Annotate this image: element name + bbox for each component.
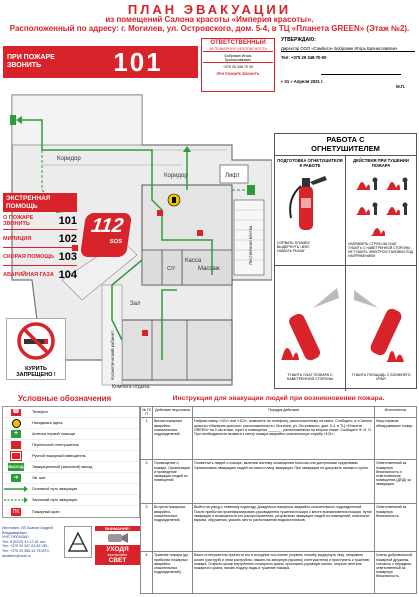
emergency-number-ambulance: 103: [58, 250, 77, 263]
map-stairs: Лестничная клетка: [248, 225, 253, 265]
emergency-row-2: [3, 248, 77, 266]
author-line-5: akdiseen@mail.ru: [2, 553, 31, 558]
emergency-label-police: МИЛИЦИЯ: [3, 235, 32, 242]
legend-item-main-route: Основной путь эвакуации: [3, 484, 139, 495]
map-kassa: Касса: [185, 258, 202, 264]
warning-card-label: ВНИМАНИЕ!: [95, 526, 140, 531]
person-here-icon: [12, 419, 21, 428]
header-order: Порядок действия: [193, 407, 375, 418]
instructions-title: Инструкция для эвакуации людей при возникновении пожара.: [172, 395, 385, 402]
table-row: 4 Тушение пожара (до прибытия пожарных аварийно-спасательных подразделений). Взять огнетушитель принести его в исходное состояние (сорвать пломбу, выдернуть чеку, направить шланг (раструб) и этим раструбом, нажать на запорную рукоятку огнетушителя) и приступить к тушению пожара. Открыть шкаф внутреннего пожарного крана, проложить рукавную линию, открыть вентиль пожарного крана, начать подачу воды и тушение пожара. Члены добровольной пожарной дружины, согласно с порядком, ответственный за пожарную безопасность.: [141, 552, 417, 594]
exit-sign-icon: ➜: [11, 474, 21, 482]
map-lift: Лифт: [225, 173, 240, 179]
leave-label-1: УХОДЯ: [106, 546, 129, 553]
author-line-4: Тел: +375 33 365-19-78 МТС.: [2, 548, 51, 553]
author-line-2: Тел: 8 (0222) 41-47-61 тел.: [2, 539, 47, 544]
prep-step-2: НАЖАТЬ РЫЧАГ: [277, 249, 306, 253]
emergency-row-0: [3, 212, 77, 230]
emergency-label-fire: О ПОЖАРЕ ЗВОНИТЬ: [3, 214, 34, 227]
responsible-name: Бобровин Игорь: [224, 53, 252, 58]
fire-call-label: ПРИ ПОЖАРЕ ЗВОНИТЬ: [7, 54, 55, 69]
legend-item-alarm: Ручной пожарный извещатель: [3, 451, 139, 462]
map-reception: Комната отдыха: [112, 384, 150, 390]
sos-text: SOS: [108, 239, 123, 245]
emergency-row-1: [3, 230, 77, 248]
author-line-0: Изготовил: ИП Асанин Андрей Владимирович: [2, 526, 53, 535]
legend-item-phone: ☎ Телефон: [3, 407, 139, 418]
emergency-label-gas: АВАРИЙНАЯ ГАЗА: [3, 272, 54, 278]
prep-step-0: СОРВАТЬ ПЛОМБУ: [277, 241, 310, 245]
action-step-2: НЕ ТУШИТЬ ЭЛЕКТРОУСТАНОВКИ ПОД НАПРЯЖЕНИЕМ: [348, 249, 413, 258]
plan-title: ПЛАН ЭВАКУАЦИИ: [127, 2, 292, 17]
phone-icon: ☎: [12, 408, 20, 415]
author-block: [2, 526, 140, 565]
emergency-panel: [3, 193, 77, 293]
map-hall: Зал: [130, 301, 141, 307]
instructions-panel: [140, 394, 417, 594]
emergency-number-fire: 101: [58, 214, 77, 227]
instructions-header-row: [141, 407, 417, 418]
bottom-right-caption: ТУШИТЬ ПЛОЩАДЬ С БЛИЖНЕГО КРАЯ: [351, 373, 411, 381]
table-row: 2 Оповещение о пожаре. Организация и проведение эвакуации людей из помещений. Оповестить людей о пожаре, включив систему оповещения голосом или доступными средствами. Организовать эвакуацию людей согласно плану эвакуации. При эвакуации не допускать паники и суеты. Ответственный за пожарную безопасность и ответственные помещения (ДПД) за эвакуацию.: [141, 460, 417, 504]
action-step-0: НАПРАВИТЬ СТРУЮ НА ОЧАГ: [348, 242, 398, 246]
header-executor: Исполнитель: [375, 407, 417, 418]
legend-panel: [2, 394, 140, 594]
map-corridor-1: Коридор: [57, 156, 81, 162]
approve-label: УТВЕРЖДАЮ:: [281, 37, 316, 43]
camera-icon: [95, 531, 140, 545]
signature-line: [321, 74, 401, 75]
author-logo: [64, 526, 92, 558]
extinguisher-panel-title: РАБОТА С ОГНЕТУШИТЕЛЕМ: [275, 134, 416, 156]
table-row: 3 Встреча пожарных аварийно-спасательных подразделений. Выйти на улицу к главному подъезду. Дождаться пожарных аварийно-спасательных подразделений. После прибытия проинформировать руководителя тушения пожара о месте возникновения пожара, путях эвакуации и возможности его распространения, результатах эвакуации людей из помещений, опасности взрыва, обрушения, указать место расположения водоисточников. Ответственный за пожарную безопасность.: [141, 504, 417, 552]
legend-title: Условные обозначения: [18, 394, 112, 403]
map-corridor-2: Коридор: [164, 173, 188, 179]
emergency-label-ambulance: СКОРАЯ ПОМОЩЬ: [3, 253, 54, 260]
emergency-number-gas: 104: [58, 269, 77, 281]
approval-block: [281, 38, 415, 108]
legend-item-exit-sign: ➜ Эв. шит: [3, 473, 139, 484]
legend-item-first-aid: + Аптечка первой помощи: [3, 429, 139, 440]
legend-item-extinguisher: Переносной огнетушитель: [3, 440, 139, 451]
sos-112-badge: [80, 213, 132, 257]
extinguisher-spray-icon: [277, 268, 343, 368]
sos-number: 112: [89, 215, 125, 237]
extinguisher-icon: [277, 168, 343, 236]
map-massage: Массаж: [198, 266, 220, 272]
author-line-3: Тел: +375 29 347-03-83 VEL.: [2, 544, 50, 549]
fire-call-banner: [3, 46, 198, 78]
action-title: ДЕЙСТВИЯ ПРИ ТУШЕНИИ ПОЖАРА: [353, 158, 409, 168]
approve-tel: Тел: +375 29 348-70-00: [281, 55, 327, 60]
leave-label-2: выключайте: [107, 553, 128, 557]
reserve-route-icon: [4, 497, 28, 503]
prep-title: ПОДГОТОВКА ОГНЕТУШИТЕЛЯ К РАБОТЕ: [277, 158, 343, 168]
company-logo-icon: [67, 531, 89, 553]
legend-item-reserve-route: Запасный путь эвакуации: [3, 495, 139, 506]
bottom-left-caption: ТУШИТЬ ОЧАГ ПОЖАРА С НАВЕТРЕННОЙ СТОРОНЫ: [286, 373, 334, 381]
map-su: С/У: [167, 266, 176, 272]
exit-icon: ВЫХОД: [8, 464, 24, 469]
author-line-1: УНП 790015360: [2, 535, 29, 540]
plan-subtitle: [0, 15, 419, 33]
legend-item-hydrant: ПК Пожарный кран: [12, 508, 60, 515]
legend-item-here: Находимся здесь: [3, 418, 139, 429]
responsible-name2: Брониславович: [203, 58, 273, 63]
legend-item-exit: ВЫХОД Эвакуационный (запасный) выход: [3, 462, 139, 473]
approve-stamp: М.П.: [396, 84, 405, 89]
subtitle-line-2: Расположенный по адресу: г. Могилев, ул. Островского, дом. 5-4, в ТЦ «Планета GREEN» (Этаж №2).: [9, 24, 410, 33]
alarm-button-icon: [11, 452, 21, 460]
extinguisher-icon: [11, 441, 21, 449]
emergency-number-police: 102: [58, 232, 77, 245]
header-num: № П/П: [142, 408, 151, 417]
responsible-title: ОТВЕТСТВЕННЫЙ: [210, 40, 266, 46]
extinguisher-panel: [274, 133, 417, 389]
fire-call-number: 101: [113, 46, 163, 77]
responsible-subtitle: ЗА ПОЖАРНУЮ БЕЗОПАСНОСТЬ: [203, 47, 273, 52]
fire-action-icons: [348, 168, 414, 238]
header-action: Действие персонала: [153, 407, 193, 418]
emergency-row-3: [3, 266, 77, 284]
responsible-note: ПРИ ПОЖАРЕ ЗВОНИТЬ: [216, 71, 260, 76]
instructions-table: [140, 406, 417, 594]
hydrant-icon: ПК: [12, 508, 20, 515]
approve-date: « 01 » Апреля 2021 г.: [281, 79, 324, 84]
first-aid-icon: +: [11, 430, 21, 438]
responsible-box: [201, 38, 275, 92]
prep-step-1: ВЫДЕРНУТЬ ЧЕКУ: [277, 245, 310, 249]
responsible-phone: +375 29 348 70 00: [222, 64, 254, 69]
extinguisher-spray-icon-2: [348, 268, 414, 368]
subtitle-line-1: из помещений Салона красоты «Империя красоты».: [105, 15, 314, 24]
leave-light-sign: [95, 545, 140, 565]
map-cosmetic: Косметический кабинет: [110, 330, 115, 380]
approve-director: Директор ООО «Самбита» Бобровин Игорь Брониславович: [281, 46, 415, 52]
emergency-title: ЭКСТРЕННАЯ ПОМОЩЬ: [3, 193, 77, 212]
no-smoking-label: КУРИТЬ ЗАПРЕЩЕНО !: [16, 366, 56, 378]
action-step-1: ТУШИТЬ С НАВЕТРЕННОЙ СТОРОНЫ: [348, 245, 411, 250]
no-smoking-icon: [16, 321, 56, 361]
leave-label-3: СВЕТ: [108, 557, 127, 564]
main-route-icon: [4, 486, 28, 492]
no-smoking-sign: [6, 318, 66, 380]
table-row: 1 Вызов пожарных аварийно-спасательных подразделений. Набрав номер «101» или «112», позвонить по телефону, расположенному на кассе. Сообщить, в «Салоне красоты «Империя красоты» расположенном в г. Могилев, ул. Островского, дом. 5-4, в ТЦ «Планета GREEN» на 2-ом этаже, горит в помещении ______ , расположенном на втором этаже. Сообщите Ф. И. О. При необходимости вызвать к месту пожара аварийно-спасательную службу «101». Лицо первым обнаружившее пожар.: [141, 418, 417, 460]
